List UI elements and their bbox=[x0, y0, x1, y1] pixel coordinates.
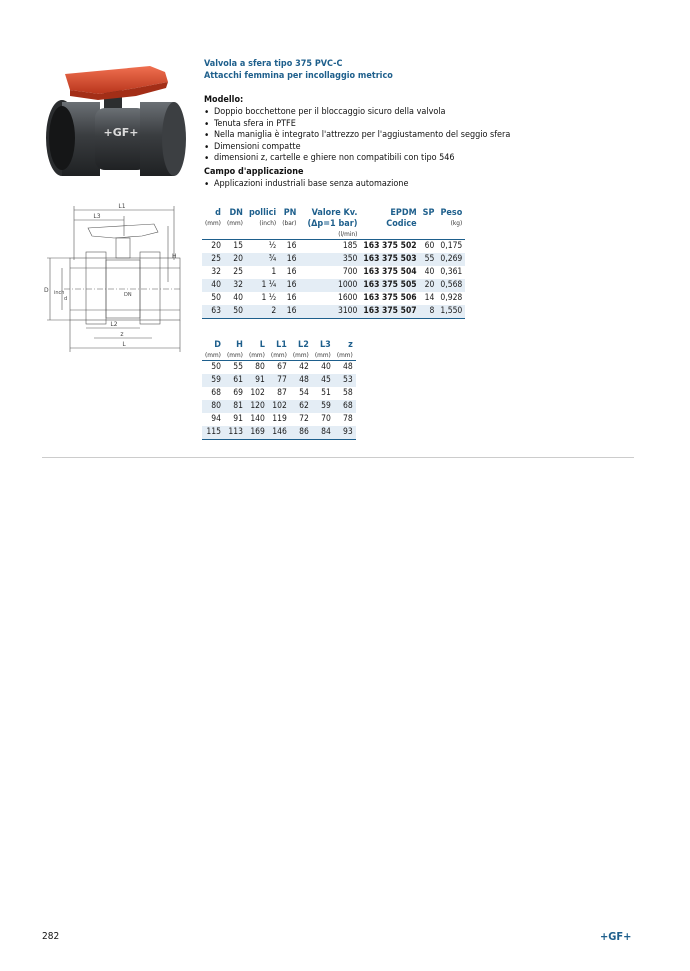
cell-code: 163 375 504 bbox=[363, 267, 417, 277]
product-title-line1: Valvola a sfera tipo 375 PVC-C bbox=[204, 59, 343, 69]
table-row bbox=[202, 413, 356, 426]
list-item: • Doppio bocchettone per il bloccaggio sicuro della valvola bbox=[204, 107, 510, 119]
cell: 1 bbox=[271, 267, 277, 277]
cell: ¾ bbox=[246, 253, 279, 266]
product-logo: +GF+ bbox=[103, 126, 139, 139]
cell: 53 bbox=[334, 374, 356, 387]
drawing-label-inch: inch bbox=[54, 290, 65, 296]
cell: 113 bbox=[224, 426, 246, 440]
cell: 350 bbox=[299, 253, 360, 266]
modello-list bbox=[204, 107, 510, 165]
cell: 93 bbox=[334, 426, 356, 440]
cell: 3100 bbox=[299, 305, 360, 319]
col-header-L3: L3 (mm) bbox=[312, 340, 334, 361]
gf-logo: +GF+ bbox=[600, 930, 632, 943]
cell: 102 bbox=[250, 388, 265, 398]
page-number: 282 bbox=[42, 931, 60, 942]
col-header-H: H (mm) bbox=[224, 340, 246, 361]
cell: 61 bbox=[224, 374, 246, 387]
cell: 0,568 bbox=[437, 279, 465, 292]
drawing-label-l1: L1 bbox=[118, 203, 126, 210]
cell: 78 bbox=[343, 414, 353, 424]
cell: 1 ½ bbox=[261, 293, 277, 303]
cell: 16 bbox=[286, 293, 297, 303]
cell: 15 bbox=[233, 241, 243, 251]
technical-drawing bbox=[42, 200, 182, 355]
cell: 59 bbox=[312, 400, 334, 413]
col-header-z: z (mm) bbox=[334, 340, 356, 361]
cell: 32 bbox=[211, 267, 221, 277]
cell: 80 bbox=[202, 400, 224, 413]
cell: 20 bbox=[224, 253, 246, 266]
cell-code: 163 375 507 bbox=[360, 305, 419, 319]
drawing-label-l3: L3 bbox=[93, 213, 101, 220]
cell: 25 bbox=[202, 253, 224, 266]
cell: 0,175 bbox=[440, 241, 463, 251]
cell: 1000 bbox=[299, 279, 360, 292]
cell: 80 bbox=[255, 362, 265, 372]
table-row bbox=[202, 361, 356, 375]
cell: 700 bbox=[342, 267, 358, 277]
dimensions-table bbox=[202, 340, 356, 440]
drawing-label-h: H bbox=[172, 253, 177, 260]
cell: 0,269 bbox=[437, 253, 465, 266]
campo-list bbox=[204, 179, 510, 191]
cell: 77 bbox=[268, 374, 290, 387]
col-header-L2: L2 (mm) bbox=[290, 340, 312, 361]
cell-code: 163 375 502 bbox=[363, 241, 417, 251]
ball-valve-product-image bbox=[40, 56, 190, 191]
cell: 72 bbox=[299, 414, 309, 424]
table-row bbox=[202, 426, 356, 440]
cell: 50 bbox=[211, 362, 221, 372]
col-header-L: L (mm) bbox=[246, 340, 268, 361]
cell: 40 bbox=[321, 362, 331, 372]
list-item: • dimensioni z, cartelle e ghiere non compatibili con tipo 546 bbox=[204, 153, 510, 165]
cell: ½ bbox=[268, 241, 277, 251]
cell: 68 bbox=[334, 400, 356, 413]
cell: 54 bbox=[299, 388, 309, 398]
cell: 87 bbox=[277, 388, 287, 398]
table-row bbox=[202, 305, 465, 319]
cell: 8 bbox=[420, 305, 438, 319]
cell-code: 163 375 503 bbox=[360, 253, 419, 266]
table-row bbox=[202, 253, 465, 266]
list-item: • Tenuta sfera in PTFE bbox=[204, 119, 510, 131]
cell: 16 bbox=[279, 279, 299, 292]
product-title bbox=[204, 58, 393, 82]
cell: 2 bbox=[246, 305, 279, 319]
col-header-d: d (mm) bbox=[202, 208, 224, 240]
cell: 169 bbox=[246, 426, 268, 440]
drawing-label-d: d bbox=[64, 296, 68, 302]
cell: 25 bbox=[233, 267, 243, 277]
cell: 62 bbox=[290, 400, 312, 413]
cell: 58 bbox=[343, 388, 353, 398]
drawing-label-d-outer: D bbox=[44, 287, 49, 294]
table-row bbox=[202, 292, 465, 305]
cell: 32 bbox=[224, 279, 246, 292]
cell: 0,361 bbox=[440, 267, 463, 277]
cell: 94 bbox=[211, 414, 221, 424]
cell: 14 bbox=[424, 293, 435, 303]
table-row bbox=[202, 279, 465, 292]
cell-code: 163 375 506 bbox=[363, 293, 417, 303]
cell-code: 163 375 505 bbox=[360, 279, 419, 292]
cell: 40 bbox=[233, 293, 243, 303]
cell: 86 bbox=[290, 426, 312, 440]
col-header-pn: PN (bar) bbox=[279, 208, 299, 240]
cell: 59 bbox=[202, 374, 224, 387]
table-header-row bbox=[202, 340, 356, 361]
drawing-label-z: z bbox=[120, 331, 124, 338]
cell: 48 bbox=[290, 374, 312, 387]
list-item: • Dimensioni compatte bbox=[204, 142, 510, 154]
cell: 16 bbox=[286, 267, 297, 277]
cell: 70 bbox=[321, 414, 331, 424]
col-header-L1: L1 (mm) bbox=[268, 340, 290, 361]
cell: 185 bbox=[342, 241, 358, 251]
drawing-label-l: L bbox=[122, 341, 126, 348]
spec-table-codes bbox=[202, 208, 465, 319]
cell: 45 bbox=[312, 374, 334, 387]
cell: 48 bbox=[343, 362, 353, 372]
col-header-pollici: pollici (inch) bbox=[246, 208, 279, 240]
cell: 50 bbox=[211, 293, 221, 303]
cell: 1600 bbox=[337, 293, 358, 303]
modello-heading: Modello: bbox=[204, 95, 244, 105]
table-row bbox=[202, 374, 356, 387]
cell: 1 ¼ bbox=[246, 279, 279, 292]
cell: 1,550 bbox=[437, 305, 465, 319]
product-title-line2: Attacchi femmina per incollaggio metrico bbox=[204, 71, 393, 81]
col-header-epdm: EPDM Codice bbox=[360, 208, 419, 240]
drawing-label-dn: DN bbox=[124, 292, 132, 298]
cell: 84 bbox=[312, 426, 334, 440]
cell: 91 bbox=[246, 374, 268, 387]
cell: 16 bbox=[279, 305, 299, 319]
cell: 115 bbox=[202, 426, 224, 440]
cell: 0,928 bbox=[440, 293, 463, 303]
cell: 16 bbox=[286, 241, 297, 251]
list-item: • Nella maniglia è integrato l'attrezzo per l'aggiustamento del seggio sfera bbox=[204, 130, 510, 142]
table-row bbox=[202, 240, 465, 254]
list-item: • Applicazioni industriali base senza automazione bbox=[204, 179, 510, 191]
cell: 67 bbox=[277, 362, 287, 372]
col-header-D: D (mm) bbox=[202, 340, 224, 361]
cell: 60 bbox=[424, 241, 435, 251]
campo-heading: Campo d'applicazione bbox=[204, 166, 304, 177]
cell: 69 bbox=[233, 388, 243, 398]
cell: 63 bbox=[202, 305, 224, 319]
section-divider bbox=[42, 457, 634, 458]
cell: 40 bbox=[424, 267, 435, 277]
cell: 16 bbox=[279, 253, 299, 266]
cell: 146 bbox=[268, 426, 290, 440]
cell: 119 bbox=[272, 414, 287, 424]
cell: 102 bbox=[268, 400, 290, 413]
cell: 50 bbox=[224, 305, 246, 319]
cell: 55 bbox=[420, 253, 438, 266]
table-row bbox=[202, 266, 465, 279]
cell: 20 bbox=[420, 279, 438, 292]
drawing-label-l2: L2 bbox=[110, 321, 118, 328]
cell: 55 bbox=[233, 362, 243, 372]
col-header-sp: SP bbox=[420, 208, 438, 240]
col-header-dn: DN (mm) bbox=[224, 208, 246, 240]
col-header-peso: Peso (kg) bbox=[437, 208, 465, 240]
table-header-row bbox=[202, 208, 465, 240]
cell: 68 bbox=[211, 388, 221, 398]
cell: 91 bbox=[233, 414, 243, 424]
cell: 81 bbox=[224, 400, 246, 413]
modello-section bbox=[204, 95, 510, 190]
cell: 51 bbox=[321, 388, 331, 398]
cell: 40 bbox=[202, 279, 224, 292]
cell: 42 bbox=[299, 362, 309, 372]
table-row bbox=[202, 400, 356, 413]
col-header-kv: Valore Kv. (Δp=1 bar) (l/min) bbox=[299, 208, 360, 240]
cell: 140 bbox=[250, 414, 265, 424]
cell: 120 bbox=[246, 400, 268, 413]
table-row bbox=[202, 387, 356, 400]
cell: 20 bbox=[211, 241, 221, 251]
